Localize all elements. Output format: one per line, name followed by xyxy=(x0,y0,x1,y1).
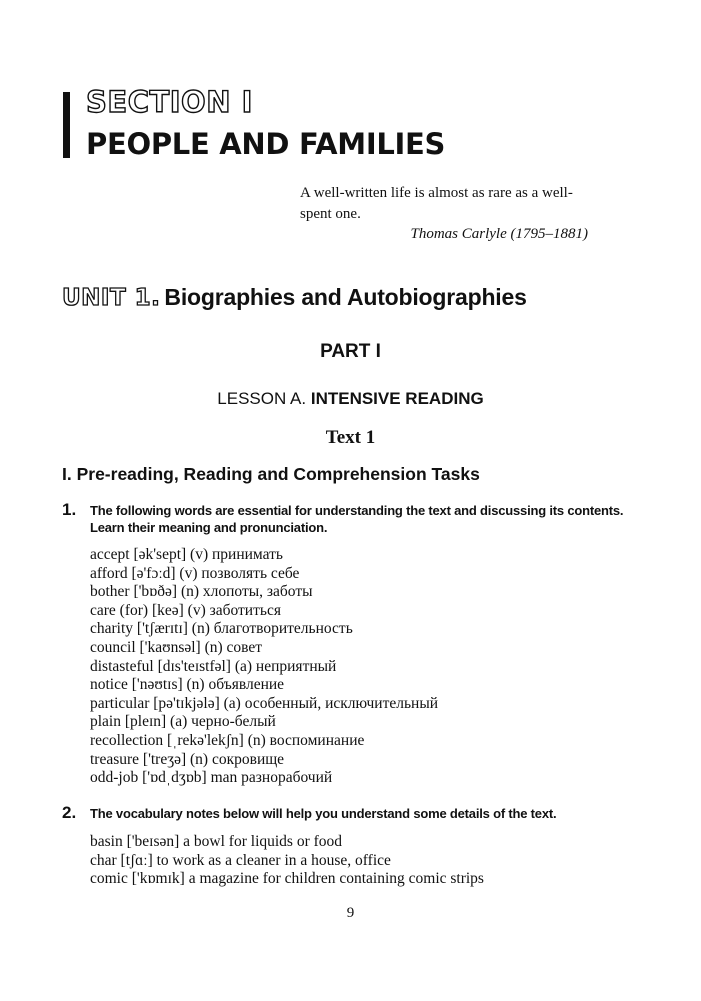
task-2-number: 2. xyxy=(62,803,77,822)
vocab-item: bother ['bɒðə] (n) хлопоты, заботы xyxy=(90,583,313,601)
section-label: SECTION I xyxy=(86,85,253,119)
vocab-item: notice ['nəʊtɪs] (n) объявление xyxy=(90,676,285,694)
unit-title: Biographies and Autobiographies xyxy=(164,284,527,310)
task-1-instruction: The following words are essential for understanding the text and discussing its contents. Learn their meaning and pronunciation. xyxy=(90,503,624,535)
epigraph-quote: A well-written life is almost as rare as a well-spent one. xyxy=(300,185,573,222)
tasks-heading: I. Pre-reading, Reading and Comprehension Tasks xyxy=(62,464,480,484)
vocab-note: basin ['beɪsən] a bowl for liquids or food xyxy=(90,833,343,850)
vocab-item: distasteful [dɪs'teɪstfəl] (a) неприятный xyxy=(90,657,337,675)
epigraph-author: Thomas Carlyle (1795–1881) xyxy=(410,226,588,242)
text-title: Text 1 xyxy=(325,427,376,448)
vocab-item: council ['kaʊnsəl] (n) совет xyxy=(90,638,263,656)
vocabulary-list xyxy=(90,546,438,788)
task-2 xyxy=(62,803,622,825)
section-title: PEOPLE AND FAMILIES xyxy=(86,127,446,161)
vocab-item: afford [ə'fɔːd] (v) позволять себе xyxy=(90,564,300,582)
vocab-item: accept [ək'sept] (v) принимать xyxy=(90,546,283,563)
vocab-note: char [tʃɑː] to work as a cleaner in a house, office xyxy=(90,851,391,869)
unit-heading xyxy=(62,282,527,316)
lesson-heading xyxy=(0,388,701,410)
task-2-instruction: The vocabulary notes below will help you understand some details of the text. xyxy=(90,806,557,821)
vocab-item: recollection [ˌrekə'lekʃn] (n) воспоминание xyxy=(90,731,365,749)
vocab-item: treasure ['treʒə] (n) сокровище xyxy=(90,750,285,768)
vocab-item: particular [pə'tɪkjələ] (a) особенный, исключительный xyxy=(90,694,439,712)
vocabulary-notes xyxy=(90,833,484,889)
vocab-item: care (for) [keə] (v) заботиться xyxy=(90,601,281,619)
page-number: 9 xyxy=(346,905,355,921)
lesson-prefix: LESSON A. xyxy=(217,389,307,408)
task-1-number: 1. xyxy=(62,500,77,519)
unit-label: UNIT 1. xyxy=(62,285,161,311)
vocab-item: plain [pleɪn] (a) черно-белый xyxy=(90,713,276,731)
lesson-name: INTENSIVE READING xyxy=(310,389,484,408)
vocab-item: odd-job ['ɒdˌdʒɒb] man разнорабочий xyxy=(90,769,333,787)
part-title: PART I xyxy=(320,341,381,362)
vocab-item: charity ['tʃærɪtɪ] (n) благотворительность xyxy=(90,620,353,638)
task-1 xyxy=(62,500,622,540)
section-marker-bar xyxy=(63,92,70,158)
vocab-note: comic ['kɒmɪk] a magazine for children containing comic strips xyxy=(90,870,484,888)
